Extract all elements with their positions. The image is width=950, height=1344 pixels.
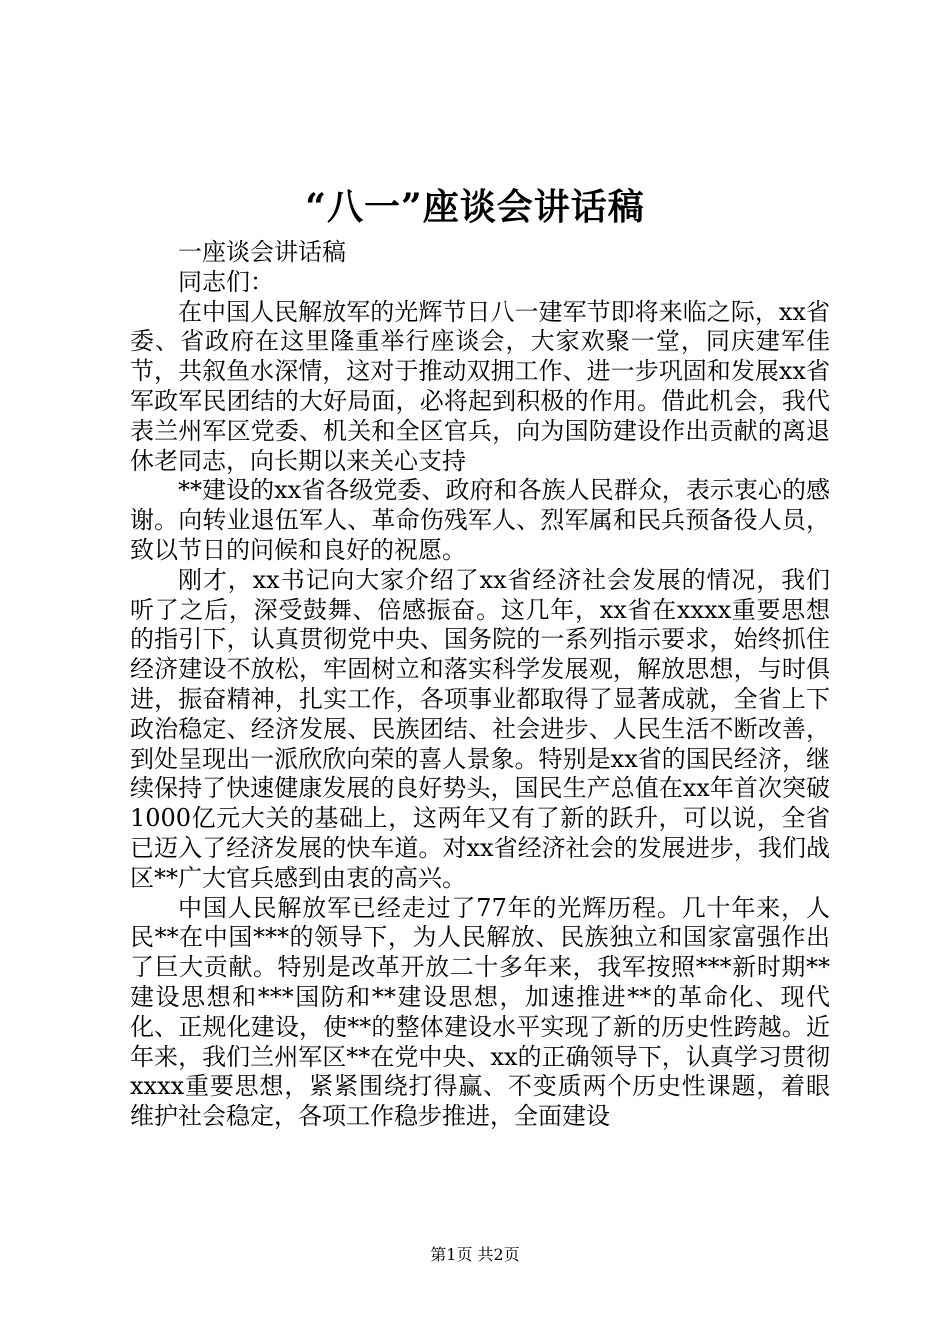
document-subtitle: 一座谈会讲话稿 xyxy=(178,238,346,266)
salutation: 同志们： xyxy=(178,267,274,296)
document-body xyxy=(130,238,830,1132)
page-footer: 第1页 共2页 xyxy=(430,1245,520,1264)
paragraph-2: **建设的xx省各级党委、政府和各族人民群众，表示衷心的感谢。向转业退伍军人、革命伤残军人、烈军属和民兵预备役人员，致以节日的问候和良好的祝愿。 xyxy=(130,476,830,564)
paragraph-4: 中国人民解放军已经走过了77年的光辉历程。几十年来，人民**在中国***的领导下，为人民解放、民族独立和国家富强作出了巨大贡献。特别是改革开放二十多年来，我军按照***新时期**建设思想和***国防和**建设思想，加速推进**的革命化、现代化、正规化建设，使**的整体建设水平实现了新的历史性跨越。近年来，我们兰州军区**在党中央、xx的正确领导下，认真学习贯彻xxxx重要思想，紧紧围绕打得赢、不变质两个历史性课题，着眼维护社会稳定，各项工作稳步推进，全面建设 xyxy=(130,893,830,1131)
paragraph-3: 刚才，xx书记向大家介绍了xx省经济社会发展的情况，我们听了之后，深受鼓舞、倍感振奋。这几年，xx省在xxxx重要思想的指引下，认真贯彻党中央、国务院的一系列指示要求，始终抓住经济建设不放松，牢固树立和落实科学发展观，解放思想，与时俱进，振奋精神，扎实工作，各项事业都取得了显著成就，全省上下政治稳定、经济发展、民族团结、社会进步、人民生活不断改善，到处呈现出一派欣欣向荣的喜人景象。特别是xx省的国民经济，继续保持了快速健康发展的良好势头，国民生产总值在xx年首次突破1000亿元大关的基础上，这两年又有了新的跃升，可以说，全省已迈入了经济发展的快车道。对xx省经济社会的发展进步，我们战区**广大官兵感到由衷的高兴。 xyxy=(130,565,830,892)
paragraph-1: 在中国人民解放军的光辉节日八一建军节即将来临之际，xx省委、省政府在这里隆重举行座谈会，大家欢聚一堂，同庆建军佳节，共叙鱼水深情，这对于推动双拥工作、进一步巩固和发展xx省军政军民团结的大好局面，必将起到积极的作用。借此机会，我代表兰州军区党委、机关和全区官兵，向为国防建设作出贡献的离退休老同志，向长期以来关心支持 xyxy=(130,297,830,475)
document-title: “八一”座谈会讲话稿 xyxy=(305,186,645,228)
